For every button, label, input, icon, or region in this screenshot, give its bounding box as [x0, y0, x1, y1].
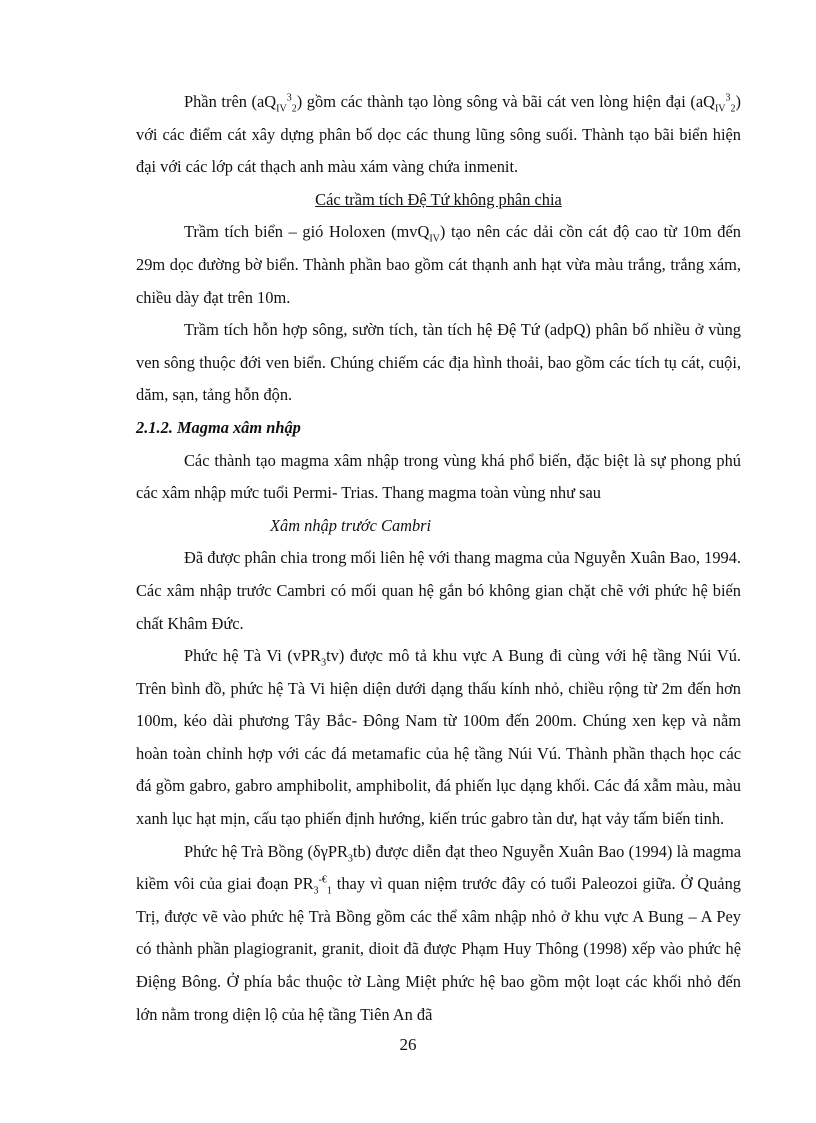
subheading-precambrian: Xâm nhập trước Cambri	[270, 515, 432, 535]
superscript: 3	[286, 92, 292, 104]
paragraph-upper-part	[136, 86, 741, 184]
text-run: ) với các điểm cát xây dựng phân bố dọc các thung lũng sông suối. Thành tạo bãi biển hiện đại với các lớp cát thạch anh màu xám vàng chứa inmenit.	[136, 92, 741, 177]
text-run: ) gồm các thành tạo lòng sông và bãi cát ven lòng hiện đại (aQ	[296, 92, 715, 111]
subheading-text: Các trầm tích Đệ Tứ không phân chia	[315, 189, 562, 209]
subscript: IV	[429, 233, 440, 245]
paragraph-precambrian: Đã được phân chia trong mối liên hệ với thang magma của Nguyễn Xuân Bao, 1994. Các xâm nhập trước Cambri có mối quan hệ gắn bó không gian chặt chẽ với phức hệ biến chất Khâm Đức.	[136, 548, 741, 633]
subscript: IV	[276, 103, 287, 115]
text-run: Trầm tích biển – gió Holoxen (mvQ	[184, 222, 430, 242]
page-number: 26	[399, 1035, 417, 1054]
paragraph-tra-bong-complex	[136, 836, 741, 1032]
subscript: 1	[326, 885, 332, 897]
paragraph-magma-intro: Các thành tạo magma xâm nhập trong vùng khá phổ biến, đặc biệt là sự phong phú các xâm nhập mức tuổi Permi- Trias. Thang magma toàn vùng như sau	[136, 450, 741, 503]
subscript: 2	[730, 103, 736, 115]
superscript: -€	[318, 874, 327, 886]
text-run: ) tạo nên các dải cồn cát độ cao từ 10m đến 29m dọc đường bờ biển. Thành phần bao gồm cát thạnh anh hạt vừa màu trắng, trắng xám, chiều dày đạt trên 10m.	[136, 222, 741, 307]
subscript: 3	[313, 885, 319, 897]
section-heading: 2.1.2. Magma xâm nhập	[136, 417, 301, 437]
paragraph-mixed-sediments: Trầm tích hỗn hợp sông, sườn tích, tàn tích hệ Đệ Tứ (adpQ) phân bố nhiều ở vùng ven sông thuộc đới ven biển. Chúng chiếm các địa hình thoải, bao gồm các tích tụ cát, cuội, dăm, sạn, tảng hỗn độn.	[136, 320, 741, 405]
subscript: 3	[347, 852, 353, 864]
text-run: Phần trên (aQ	[184, 92, 277, 111]
subscript: IV	[714, 103, 726, 115]
text-run: tv) được mô tả khu vực A Bung đi cùng với hệ tầng Núi Vú. Trên bình đồ, phức hệ Tà Vi hiện diện dưới dạng thấu kính nhỏ, chiều rộng từ 2m đến hơn 100m, kéo dài phương Tây Bắc- Đông Nam từ 100m đến 200m. Chúng xen kẹp và nằm hoàn toàn chỉnh hợp với các đá metamafic của hệ tầng Núi Vú. Thành phần thạch học các đá gồm gabro, gabro amphibolit, amphibolit, đá phiến lục dạng khối. Các đá xẫm màu, màu xanh lục hạt mịn, cấu tạo phiến định hướng, kiến trúc gabro tàn dư, hạt vảy tấm biến tinh.	[136, 646, 741, 829]
text-run: Phức hệ Tà Vi (vPR	[184, 646, 322, 666]
text-run: Phức hệ Trà Bồng (δγPR	[184, 841, 348, 861]
text-run: tb) được diễn đạt theo Nguyễn Xuân Bao (1994) là magma kiềm vôi của giai đoạn PR	[136, 841, 741, 894]
subheading-undivided-quaternary	[136, 184, 741, 217]
subscript: 3	[321, 657, 327, 669]
text-run: thay vì quan niệm trước đây có tuổi Paleozoi giữa. Ở Quảng Trị, được vẽ vào phức hệ Trà Bồng gồm các thể xâm nhập nhỏ ở khu vực A Bung – A Pey có thành phần plagiogranit, granit, dioit đã được Phạm Huy Thông (1998) xếp vào phức hệ Điệng Bông. Ở phía bắc thuộc tờ Làng Miệt phức hệ bao gồm một loạt các khối nhỏ đến lớn nằm trong diện lộ của hệ tầng Tiên An đã	[136, 874, 741, 1024]
paragraph-marine-aeolian	[136, 216, 741, 314]
superscript: 3	[725, 92, 731, 104]
subscript: 2	[291, 103, 297, 115]
document-body	[136, 86, 741, 1031]
paragraph-ta-vi-complex	[136, 640, 741, 836]
